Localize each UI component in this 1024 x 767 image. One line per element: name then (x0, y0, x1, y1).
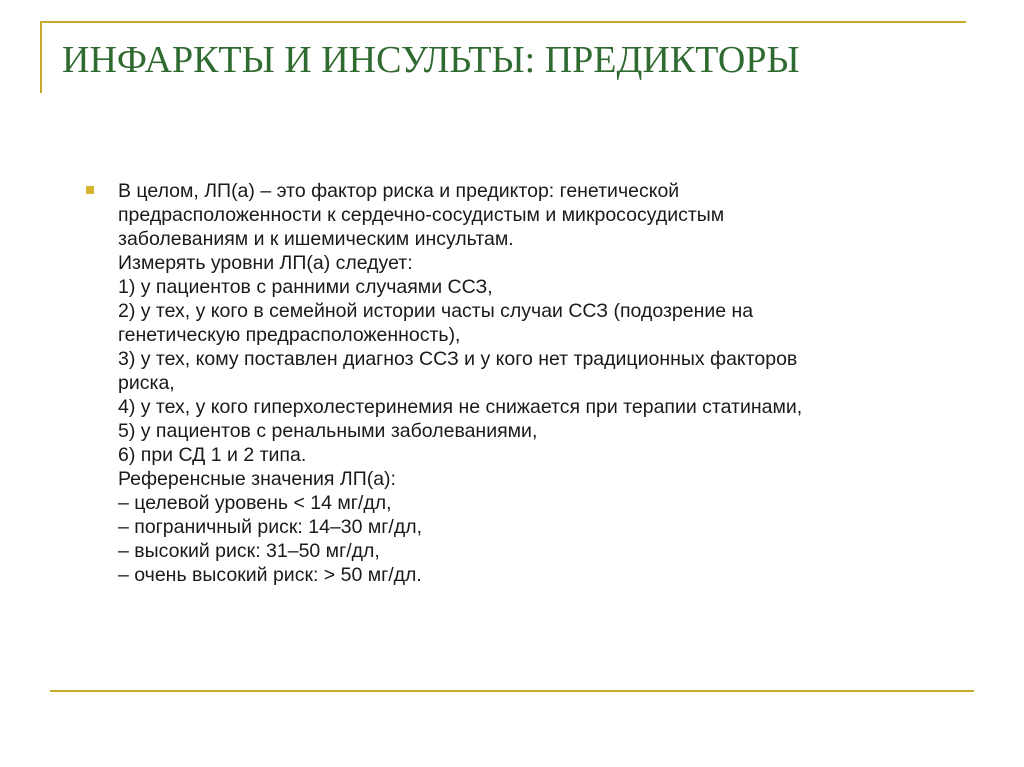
left-divider (40, 21, 42, 93)
body-line: Измерять уровни ЛП(а) следует: (118, 252, 413, 274)
body-line: заболеваниям и к ишемическим инсультам. (118, 228, 514, 250)
bullet-marker-icon (86, 186, 94, 194)
slide-title: ИНФАРКТЫ И ИНСУЛЬТЫ: ПРЕДИКТОРЫ (62, 39, 800, 81)
body-line: 2) у тех, у кого в семейной истории часты случаи ССЗ (подозрение на (118, 300, 754, 322)
body-line: – пограничный риск: 14–30 мг/дл, (118, 516, 422, 538)
body-line: Референсные значения ЛП(а): (118, 468, 396, 490)
body-line: 1) у пациентов с ранними случаями ССЗ, (118, 276, 493, 298)
body-line: риска, (118, 372, 175, 394)
body-line: – целевой уровень < 14 мг/дл, (118, 492, 392, 514)
body-line: предрасположенности к сердечно-сосудистым и микрососудистым (118, 204, 725, 226)
top-divider (40, 21, 966, 23)
body-line: 4) у тех, у кого гиперхолестеринемия не снижается при терапии статинами, (118, 396, 803, 418)
slide-body (118, 179, 978, 587)
body-line: – высокий риск: 31–50 мг/дл, (118, 540, 380, 562)
body-line: 6) при СД 1 и 2 типа. (118, 444, 307, 466)
bottom-divider (50, 690, 974, 692)
body-line: 3) у тех, кому поставлен диагноз ССЗ и у кого нет традиционных факторов (118, 348, 798, 370)
body-line: – очень высокий риск: > 50 мг/дл. (118, 564, 422, 586)
body-line: В целом, ЛП(а) – это фактор риска и предиктор: генетической (118, 180, 680, 202)
body-line: генетическую предрасположенность), (118, 324, 461, 346)
body-line: 5) у пациентов с ренальными заболеваниями, (118, 420, 538, 442)
